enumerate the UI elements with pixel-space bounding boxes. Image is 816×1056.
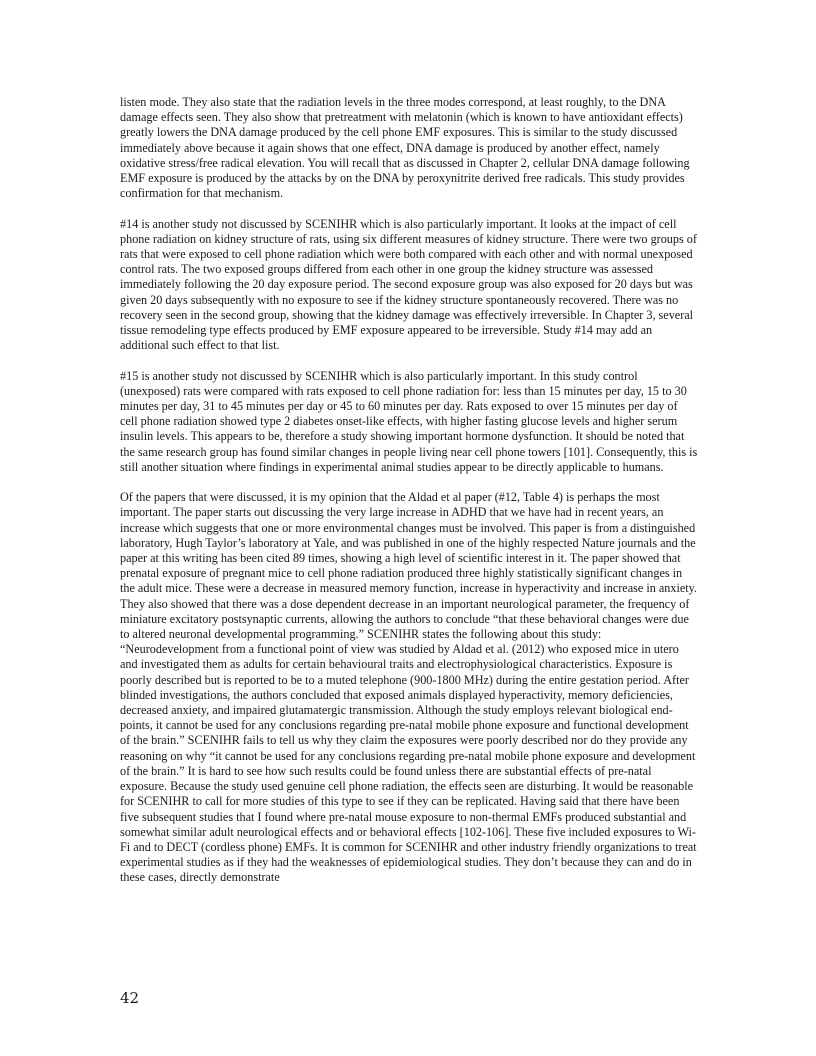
paragraph-melatonin-dna-damage: listen mode. They also state that the radiation levels in the three modes correspond, at least roughly, to the DNA damage effects seen. They also show that pretreatment with melatonin (which is known to have antioxidant effects) greatly lowers the DNA damage produced by the cell phone EMF exposures. This is similar to the study discussed immediately above because it again shows that one effect, DNA damage is produced by another effect, namely oxidative stress/free radical elevation. You will recall that as discussed in Chapter 2, cellular DNA damage following EMF exposure is produced by the attacks by on the DNA by peroxynitrite derived free radicals. This study provides confirmation for that mechanism. bbox=[120, 95, 690, 201]
page-number: 42 bbox=[120, 989, 140, 1007]
paragraph-study-14-kidney: #14 is another study not discussed by SCENIHR which is also particularly important. It looks at the impact of cell phone radiation on kidney structure of rats, using six different measures of kidney structure. There were two groups of rats that were exposed to cell phone radiation which were both compared with each other and with normal unexposed control rats. The two exposed groups differed from each other in one group the kidney structure was assessed immediately following the 20 day exposure period. The second exposure group was also exposed for 20 days but was given 20 days subsequently with no exposure to see if the kidney structure spontaneously recovered. There was no recovery seen in the second group, showing that the kidney damage was effectively irreversible. In Chapter 3, several tissue remodeling type effects produced by EMF exposure appeared to be irreversible. Study #14 may add an additional such effect to that list. bbox=[120, 216, 697, 353]
page-body bbox=[120, 95, 698, 901]
paragraph-aldad-study: Of the papers that were discussed, it is my opinion that the Aldad et al paper (#12, Table 4) is perhaps the most important. The paper starts out discussing the very large increase in ADHD that we have had in recent years, an increase which suggests that one or more environmental changes must be involved. This paper is from a distinguished laboratory, Hugh Taylor’s laboratory at Yale, and was published in one of the highly respected Nature journals and the paper at this writing has been cited 89 times, showing a high level of scientific interest in it. The paper showed that prenatal exposure of pregnant mice to cell phone radiation produced three highly statistically significant changes in the adult mice. These were a decrease in measured memory function, increase in hyperactivity and increase in anxiety. They also showed that there was a dose dependent decrease in an important neurological parameter, the frequency of miniature excitatory postsynaptic currents, allowing the authors to conclude “that these behavioral changes were due to altered neuronal developmental programming.” SCENIHR states the following about this study: “Neurodevelopment from a functional point of view was studied by Aldad et al. (2012) who exposed mice in utero and investigated them as adults for certain behavioural traits and electrophysiological characteristics. Exposure is poorly described but is reported to be to a muted telephone (900-1800 MHz) during the entire gestation period. After blinded investigations, the authors concluded that exposed animals displayed hyperactivity, memory deficiencies, decreased anxiety, and impaired glutamatergic transmission. Although the study employs relevant biological end-points, it cannot be used for any conclusions regarding pre-natal mobile phone exposure and functional development of the brain.” SCENIHR fails to tell us why they claim the exposures were poorly described nor do they provide any reasoning on why “it cannot be used for any conclusions regarding pre-natal mobile phone exposure and development of the brain.” It is hard to see how such results could be found unless there are substantial effects of pre-natal exposure. Because the study used genuine cell phone radiation, the effects seen are disturbing. It would be reasonable for SCENIHR to call for more studies of this type to see if they can be replicated. Having said that there have been five subsequent studies that I found where pre-natal mouse exposure to non-thermal EMFs produced substantial and somewhat similar adult neurological effects and or behavioral effects [102-106]. These five included exposures to Wi-Fi and to DECT (cordless phone) EMFs. It is common for SCENIHR and other industry friendly organizations to treat experimental studies as if they had the weaknesses of epidemiological studies. They don’t because they can and do in these cases, directly demonstrate bbox=[120, 490, 697, 885]
paragraph-study-15-diabetes: #15 is another study not discussed by SCENIHR which is also particularly important. In this study control (unexposed) rats were compared with rats exposed to cell phone radiation for: less than 15 minutes per day, 15 to 30 minutes per day, 31 to 45 minutes per day or 45 to 60 minutes per day. Rats exposed to over 15 minutes per day of cell phone radiation showed type 2 diabetes onset-like effects, with higher fasting glucose levels and higher serum insulin levels. This appears to be, therefore a study showing important hormone dysfunction. It should be noted that the same research group has found similar changes in people living near cell phone towers [101]. Consequently, this is still another situation where findings in experimental animal studies appear to be directly applicable to humans. bbox=[120, 368, 698, 474]
